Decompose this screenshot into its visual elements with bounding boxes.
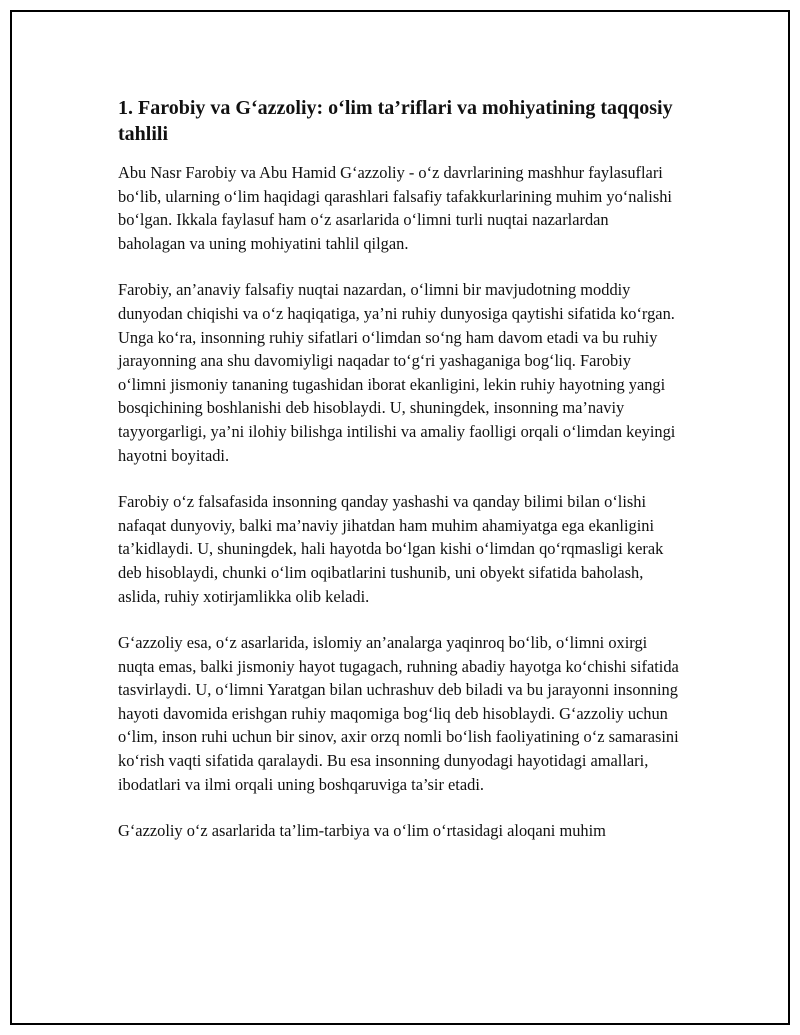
document-page (10, 10, 790, 1025)
document-body (118, 95, 680, 866)
paragraph-4: G‘azzoliy esa, o‘z asarlarida, islomiy an’analarga yaqinroq bo‘lib, o‘limni oxirgi nuqta emas, balki jismoniy hayot tugagach, ruhning abadiy hayotga ko‘chishi sifatida tasvirlaydi. U, o‘limni Yaratgan bilan uchrashuv deb biladi va bu jarayonni insonning hayoti davomida erishgan ruhiy maqomiga bog‘liq deb hisoblaydi. G‘azzoliy uchun o‘lim, inson ruhi uchun bir sinov, axir orzq nomli bo‘lish faoliyatining o‘z samarasini ko‘rish vaqti sifatida qaralaydi. Bu esa insonning dunyodagi hayotidagi amallari, ibodatlari va ilmi orqali uning boshqaruviga ta’sir etadi. (118, 633, 679, 794)
paragraph-5: G‘azzoliy o‘z asarlarida ta’lim-tarbiya va o‘lim o‘rtasidagi aloqani muhim (118, 821, 606, 841)
section-heading: 1. Farobiy va G‘azzoliy: o‘lim ta’riflari va mohiyatining taqqosiy tahlili (118, 97, 673, 145)
paragraph-2: Farobiy, an’anaviy falsafiy nuqtai nazardan, o‘limni bir mavjudotning moddiy dunyodan chiqishi va o‘z haqiqatiga, ya’ni ruhiy dunyosiga qaytishi sifatida ko‘rgan. Unga ko‘ra, insonning ruhiy sifatlari o‘limdan so‘ng ham davom etadi va bu ruhiy jarayonning ana shu davomiyligi naqadar to‘g‘ri yashaganiga bog‘liq. Farobiy o‘limni jismoniy tananing tugashidan iborat ekanligini, lekin ruhiy hayotning yangi bosqichining boshlanishi deb hisoblaydi. U, shuningdek, insonning ma’naviy tayyorgarligi, ya’ni ilohiy bilishga intilishi va amaliy faolligi orqali o‘limdan keyingi hayotni boyitadi. (118, 280, 676, 465)
paragraph-1: Abu Nasr Farobiy va Abu Hamid G‘azzoliy - o‘z davrlarining mashhur faylasuflari bo‘lib, ularning o‘lim haqidagi qarashlari falsafiy tafakkurlarining muhim yo‘nalishi bo‘lgan. Ikkala faylasuf ham o‘z asarlarida o‘limni turli nuqtai nazarlardan baholagan va uning mohiyatini tahlil qilgan. (118, 163, 672, 253)
paragraph-3: Farobiy o‘z falsafasida insonning qanday yashashi va qanday bilimi bilan o‘lishi nafaqat dunyoviy, balki ma’naviy jihatdan ham muhim ahamiyatga ega ekanligini ta’kidlaydi. U, shuningdek, hali hayotda bo‘lgan kishi o‘limdan qo‘rqmasligi kerak deb hisoblaydi, chunki o‘lim oqibatlarini tushunib, uni obyekt sifatida baholash, aslida, ruhiy xotirjamlikka olib keladi. (118, 492, 664, 606)
